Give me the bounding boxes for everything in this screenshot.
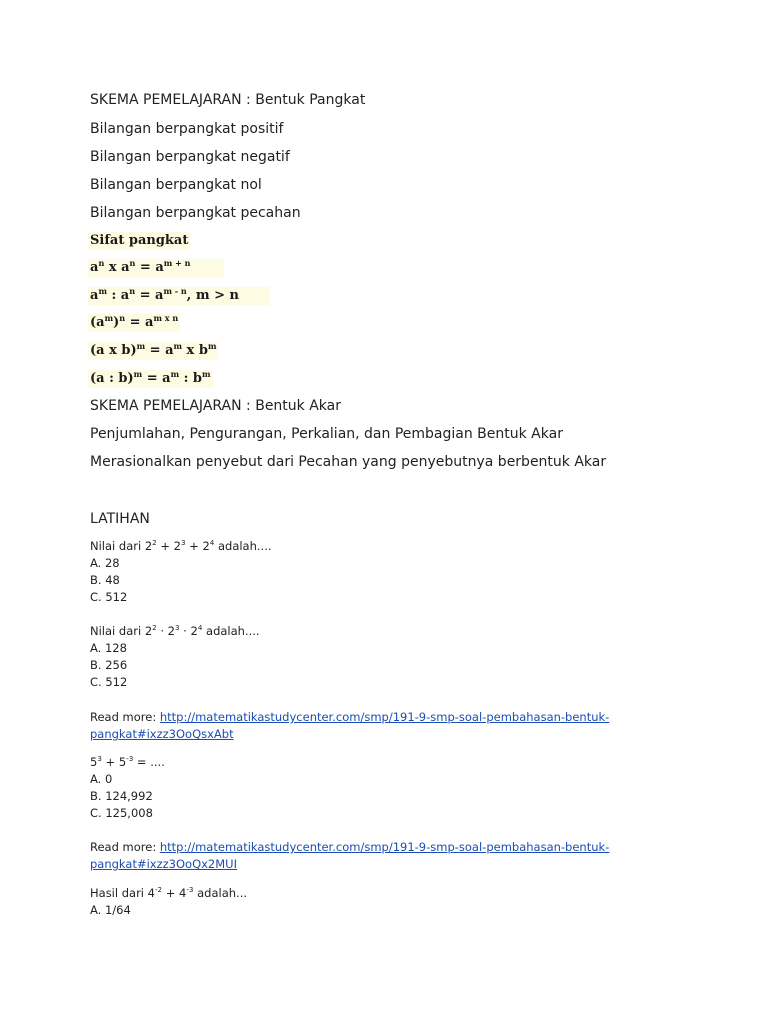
read-more-link-1a[interactable]: http://matematikastudycenter.com/smp/191-9-smp-soal-pembahasan-bentuk- bbox=[159, 710, 610, 724]
heading-skema-pangkat: SKEMA PEMELAJARAN : Bentuk Pangkat bbox=[90, 92, 366, 108]
sifat-rule-3: $(a^m)^n = a^{m x n}$ bbox=[90, 312, 179, 330]
read-more-link-1b[interactable]: pangkat#ixzz3OoQsxAbt bbox=[90, 727, 234, 741]
read-more-2-cont bbox=[90, 856, 237, 873]
q3-option-c: C. 125,008 bbox=[90, 806, 153, 820]
question-3: $5^3 + 5^{-3}$ = .... bbox=[90, 754, 165, 769]
q1-option-a: A. 28 bbox=[90, 556, 120, 570]
read-more-link-2b[interactable]: pangkat#ixzz3OoQx2MUI bbox=[90, 857, 237, 871]
akar-item-rasionalkan: Merasionalkan penyebut dari Pecahan yang penyebutnya berbentuk Akar bbox=[90, 454, 607, 470]
heading-skema-akar: SKEMA PEMELAJARAN : Bentuk Akar bbox=[90, 398, 342, 414]
q3-option-b: B. 124,992 bbox=[90, 789, 153, 803]
sifat-rule-4: (a x $b)^m = a^m$ x $b^m$ bbox=[90, 340, 217, 358]
sifat-rule-1: $a^n$ x $a^n = a^{m + n}$ bbox=[88, 259, 224, 277]
read-more-label: Read more: bbox=[90, 840, 160, 854]
q2-option-c: C. 512 bbox=[90, 675, 128, 689]
sifat-rule-5: (a : $b)^m = a^m$ : $b^m$ bbox=[90, 368, 211, 386]
pangkat-item-nol: Bilangan berpangkat nol bbox=[90, 177, 262, 193]
pangkat-item-positif: Bilangan berpangkat positif bbox=[90, 121, 284, 137]
read-more-1-cont bbox=[90, 726, 234, 743]
read-more-1 bbox=[90, 709, 609, 726]
question-4: Hasil dari $4^{-2} + 4^{-3}$ adalah... bbox=[90, 885, 248, 900]
pangkat-item-pecahan: Bilangan berpangkat pecahan bbox=[90, 205, 301, 221]
q2-option-b: B. 256 bbox=[90, 658, 128, 672]
pangkat-item-negatif: Bilangan berpangkat negatif bbox=[90, 149, 290, 165]
heading-latihan: LATIHAN bbox=[90, 511, 150, 527]
q1-option-c: C. 512 bbox=[90, 590, 128, 604]
sifat-pangkat-title: Sifat pangkat bbox=[90, 233, 189, 248]
question-1: Nilai dari $2^2 + 2^3 + 2^4$ adalah.... bbox=[90, 538, 272, 553]
question-2: Nilai dari $2^2 \cdot 2^3 \cdot 2^4$ adalah.... bbox=[90, 623, 260, 638]
sifat-rule-2: $a^m$ : $a^n = a^{m - n}$, m > n bbox=[88, 287, 270, 305]
read-more-label: Read more: bbox=[90, 710, 160, 724]
q1-option-b: B. 48 bbox=[90, 573, 120, 587]
akar-item-operasi: Penjumlahan, Pengurangan, Perkalian, dan Pembagian Bentuk Akar bbox=[90, 426, 563, 442]
q4-option-a: A. 1/64 bbox=[90, 903, 131, 917]
read-more-2 bbox=[90, 839, 609, 856]
q2-option-a: A. 128 bbox=[90, 641, 127, 655]
q3-option-a: A. 0 bbox=[90, 772, 113, 786]
read-more-link-2a[interactable]: http://matematikastudycenter.com/smp/191-9-smp-soal-pembahasan-bentuk- bbox=[159, 840, 610, 854]
